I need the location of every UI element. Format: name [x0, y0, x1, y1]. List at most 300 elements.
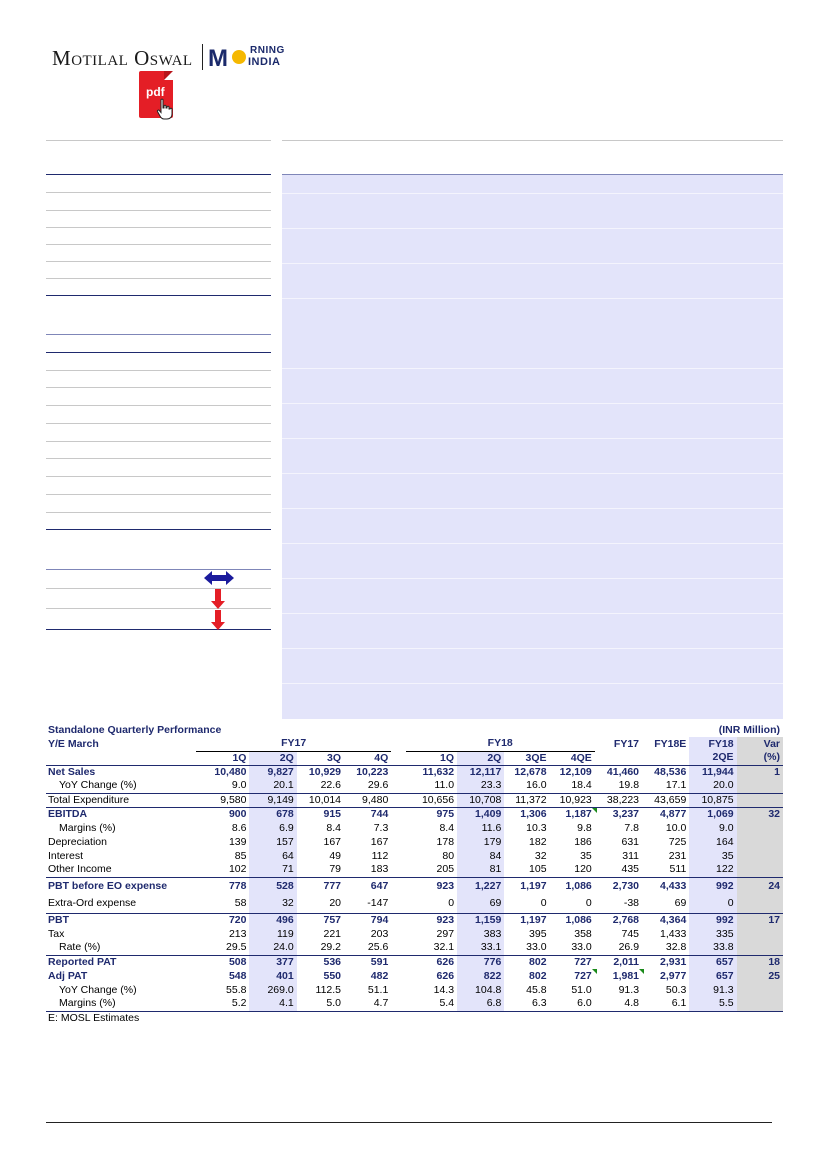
- table-cell: 7.8: [624, 821, 640, 834]
- left-rule: [46, 423, 271, 424]
- spacer-cell: [391, 895, 405, 913]
- table-cell: 631: [621, 835, 640, 848]
- table-cell: 12,678: [514, 765, 547, 778]
- table-cell: 69: [457, 895, 504, 913]
- table-cell: 1,187: [550, 807, 595, 821]
- panel-rule: [282, 648, 783, 649]
- table-cell: [737, 849, 783, 863]
- table-cell: 992: [689, 877, 736, 895]
- panel-rule: [282, 578, 783, 579]
- hand-pointer-icon: [156, 98, 174, 120]
- row-label: EBITDA: [48, 807, 88, 820]
- table-cell: 186: [574, 835, 592, 848]
- left-rule: [46, 387, 271, 388]
- table-cell: [737, 779, 783, 793]
- table-cell: 9.8: [577, 821, 592, 834]
- table-cell: 4,364: [660, 913, 687, 926]
- col-var-bottom: (%): [737, 751, 783, 765]
- table-cell: 647: [370, 879, 389, 892]
- double-arrow-horizontal-icon: [204, 570, 234, 586]
- table-cell: 11,944: [689, 765, 736, 779]
- row-label: Rate (%): [46, 941, 196, 955]
- morning-logo-rning: RNING: [250, 45, 285, 56]
- table-cell: 102: [196, 863, 249, 877]
- table-cell: 6.1: [642, 997, 689, 1011]
- table-cell: 496: [249, 913, 296, 927]
- table-cell: 9.0: [196, 779, 249, 793]
- quarter-label: 3QE: [504, 751, 549, 765]
- table-cell: 183: [344, 863, 391, 877]
- table-row: [46, 779, 783, 793]
- table-cell: 335: [689, 927, 736, 941]
- left-rule: [46, 174, 271, 175]
- table-title: Standalone Quarterly Performance: [48, 723, 222, 736]
- table-cell: 91.3: [618, 983, 640, 996]
- table-cell: 1,306: [520, 807, 547, 820]
- row-label: PBT: [48, 913, 69, 926]
- quarter-label: 1Q: [406, 751, 457, 765]
- spacer-cell: [391, 913, 405, 927]
- table-cell: 231: [668, 849, 687, 862]
- table-cell: 18: [737, 955, 783, 969]
- table-cell: 725: [668, 835, 687, 848]
- table-cell: 1,981: [595, 969, 642, 983]
- table-row: [46, 997, 783, 1011]
- table-cell: 727: [574, 955, 592, 968]
- table-cell: 2,931: [660, 955, 687, 968]
- table-cell: 9,580: [196, 793, 249, 807]
- table-cell: 23.3: [457, 779, 504, 793]
- table-cell: 4.1: [249, 997, 296, 1011]
- table-cell: 10,875: [689, 793, 736, 807]
- left-rule: [46, 278, 271, 279]
- content-panel: [282, 174, 783, 719]
- standalone-quarterly-table: [46, 723, 783, 1025]
- panel-rule: [282, 508, 783, 509]
- table-cell: 32: [737, 807, 783, 821]
- left-rule: [46, 295, 271, 296]
- table-cell: 167: [370, 835, 389, 848]
- spacer-cell: [391, 807, 405, 821]
- table-cell: 48,536: [654, 765, 687, 778]
- panel-rule: [282, 368, 783, 369]
- left-rule: [46, 334, 271, 335]
- table-cell: 10,656: [406, 793, 457, 807]
- table-header-row: [46, 737, 783, 751]
- table-cell: 508: [228, 955, 247, 968]
- quarter-label: 2Q: [249, 751, 296, 765]
- quarter-label: 2Q: [457, 751, 504, 765]
- panel-rule: [282, 403, 783, 404]
- table-cell: 105: [504, 863, 549, 877]
- table-cell: 1,197: [520, 879, 547, 892]
- table-unit: (INR Million): [718, 723, 780, 736]
- table-cell: 17.1: [642, 779, 689, 793]
- left-rule: [46, 569, 271, 570]
- table-cell: 395: [529, 927, 547, 940]
- table-cell: 33.0: [550, 941, 595, 955]
- table-cell: 14.3: [433, 983, 455, 996]
- spacer-cell: [391, 983, 405, 997]
- table-cell: 10.3: [526, 821, 547, 834]
- table-cell: 0: [689, 895, 736, 913]
- left-rule: [46, 608, 271, 609]
- brand-initial-m: M: [52, 46, 72, 70]
- table-row: [46, 807, 783, 821]
- table-cell: 10,480: [214, 765, 247, 778]
- table-cell: 50.3: [665, 983, 687, 996]
- table-cell: 776: [457, 955, 504, 969]
- table-cell: 10,708: [457, 793, 504, 807]
- table-cell: 20: [297, 895, 344, 913]
- row-label: Margins (%): [59, 821, 116, 834]
- spacer-cell: [391, 821, 405, 835]
- table-cell: 5.0: [297, 997, 344, 1011]
- left-rule: [46, 441, 271, 442]
- table-cell: 1,409: [457, 807, 504, 821]
- spacer-cell: [391, 927, 405, 941]
- footer-rule: [46, 1122, 772, 1123]
- table-cell: 10,223: [356, 765, 389, 778]
- table-cell: 19.8: [595, 779, 642, 793]
- table-row: [46, 983, 783, 997]
- table-cell: 32.8: [642, 941, 689, 955]
- table-cell: 112.5: [315, 983, 342, 996]
- left-rule: [46, 476, 271, 477]
- table-cell: 1,086: [565, 913, 592, 926]
- table-cell: 4,433: [660, 879, 687, 892]
- table-cell: 0: [504, 895, 549, 913]
- table-cell: 482: [370, 969, 389, 982]
- left-rule: [46, 588, 271, 589]
- row-label: Tax: [48, 927, 65, 940]
- table-cell: 9,149: [249, 793, 296, 807]
- table-cell: 104.8: [457, 983, 504, 997]
- table-cell: 1,433: [660, 927, 687, 940]
- right-rule: [282, 140, 783, 141]
- table-cell: 112: [371, 849, 389, 862]
- table-cell: 25.6: [344, 941, 391, 955]
- left-rule: [46, 227, 271, 228]
- table-cell: 38,223: [595, 793, 642, 807]
- table-cell: 45.8: [526, 983, 547, 996]
- table-row: [46, 849, 783, 863]
- table-cell: 822: [457, 969, 504, 983]
- table-cell: 51.0: [571, 983, 592, 996]
- table-cell: 80: [442, 849, 455, 862]
- table-cell: 20.1: [249, 779, 296, 793]
- panel-rule: [282, 613, 783, 614]
- table-row: [46, 863, 783, 877]
- table-cell: 6.3: [504, 997, 549, 1011]
- table-cell: 401: [249, 969, 296, 983]
- table-cell: 203: [370, 927, 389, 940]
- pdf-fold: [164, 71, 173, 80]
- table-cell: 85: [234, 849, 247, 862]
- table-cell: [737, 983, 783, 997]
- morning-logo-m: M: [208, 45, 228, 72]
- table-cell: 1,069: [689, 807, 736, 821]
- group-fy17: FY17: [196, 737, 391, 751]
- table-cell: 1,159: [457, 913, 504, 927]
- table-cell: 778: [228, 879, 247, 892]
- quarter-label: 4Q: [344, 751, 391, 765]
- table-cell: 24: [737, 877, 783, 895]
- col-fy17: FY17: [613, 737, 640, 750]
- table-title-row: [46, 723, 783, 737]
- table-cell: 25: [737, 969, 783, 983]
- table-cell: 49: [329, 849, 342, 862]
- table-cell: 511: [642, 863, 689, 877]
- table-cell: 12,117: [457, 765, 504, 779]
- col-fy18e: FY18E: [654, 737, 687, 750]
- table-cell: 22.6: [297, 779, 344, 793]
- table-cell: 11.6: [457, 821, 504, 835]
- table-cell: 657: [689, 969, 736, 983]
- table-cell: 311: [622, 849, 640, 862]
- table-cell: 29.2: [297, 941, 344, 955]
- table-cell: 8.4: [439, 821, 455, 834]
- table-cell: 0: [550, 895, 595, 913]
- table-cell: 4,877: [660, 807, 687, 820]
- table-cell: 678: [249, 807, 296, 821]
- row-label: Total Expenditure: [46, 793, 196, 807]
- table-cell: 1,086: [565, 879, 592, 892]
- table-cell: 1: [737, 765, 783, 779]
- arrow-down-icon: [211, 610, 225, 630]
- table-cell: 84: [457, 849, 504, 863]
- table-cell: 900: [228, 807, 247, 820]
- table-cell: 5.4: [406, 997, 457, 1011]
- table-cell: 69: [642, 895, 689, 913]
- col-var-top: Var: [737, 737, 783, 751]
- panel-rule: [282, 263, 783, 264]
- table-cell: [737, 927, 783, 941]
- table-cell: 2,011: [613, 955, 640, 968]
- table-cell: 122: [689, 863, 736, 877]
- table-cell: 11.0: [406, 779, 457, 793]
- left-rule: [46, 494, 271, 495]
- table-cell: 923: [436, 913, 455, 926]
- table-cell: [737, 997, 783, 1011]
- brand-initial-o: O: [134, 46, 150, 70]
- table-cell: 802: [529, 955, 547, 968]
- table-cell: 213: [228, 927, 247, 940]
- table-cell: 727: [550, 969, 595, 983]
- table-cell: 178: [436, 835, 455, 848]
- table-cell: 2,730: [612, 879, 640, 892]
- table-row: [46, 765, 783, 779]
- table-row: [46, 877, 783, 895]
- table-cell: 9.0: [689, 821, 736, 835]
- left-rule: [46, 210, 271, 211]
- row-label: Margins (%): [46, 997, 196, 1011]
- table-row: [46, 793, 783, 807]
- logo-separator: [202, 44, 203, 70]
- motilal-oswal-logo: [52, 46, 193, 71]
- table-cell: 29.6: [344, 779, 391, 793]
- table-cell: 1,227: [457, 877, 504, 895]
- panel-rule: [282, 298, 783, 299]
- table-cell: 777: [323, 879, 342, 892]
- table-cell: 12,109: [559, 765, 592, 778]
- table-cell: 16.0: [504, 779, 549, 793]
- table-cell: 297: [436, 927, 455, 940]
- table-cell: 119: [249, 927, 296, 941]
- table-cell: 548: [228, 969, 247, 982]
- spacer-cell: [391, 941, 405, 955]
- panel-rule: [282, 228, 783, 229]
- table-cell: 4.8: [595, 997, 642, 1011]
- table-cell: 32.1: [406, 941, 457, 955]
- table-cell: [737, 793, 783, 807]
- spacer-cell: [391, 849, 405, 863]
- table-cell: 358: [574, 927, 592, 940]
- table-cell: 205: [406, 863, 457, 877]
- table-cell: 626: [436, 969, 455, 982]
- row-label: Other Income: [46, 863, 196, 877]
- spacer-cell: [391, 835, 405, 849]
- table-cell: 182: [529, 835, 547, 848]
- arrow-down-icon: [211, 589, 225, 609]
- table-cell: -147: [344, 895, 391, 913]
- quarter-label: 4QE: [550, 751, 595, 765]
- table-cell: 41,460: [606, 765, 640, 778]
- table-cell: 794: [370, 913, 389, 926]
- table-cell: 591: [370, 955, 389, 968]
- table-cell: 35: [689, 849, 736, 863]
- table-cell: [737, 863, 783, 877]
- table-row: [46, 969, 783, 983]
- table-cell: 91.3: [689, 983, 736, 997]
- table-cell: 2,977: [660, 969, 687, 982]
- left-rule: [46, 405, 271, 406]
- table-row: [46, 913, 783, 927]
- morning-logo-india: INDIA: [248, 56, 281, 68]
- table-cell: 802: [529, 969, 547, 982]
- left-rule: [46, 140, 271, 141]
- table-cell: 3,237: [612, 807, 640, 820]
- table-cell: 26.9: [595, 941, 642, 955]
- row-label: Adj PAT: [48, 969, 88, 982]
- table-cell: 1,197: [520, 913, 547, 926]
- quarter-label: 3Q: [297, 751, 344, 765]
- table-row: [46, 927, 783, 941]
- table-cell: 157: [249, 835, 296, 849]
- row-label: Interest: [48, 849, 84, 862]
- table-cell: 35: [580, 849, 592, 862]
- table-cell: 32: [534, 849, 547, 862]
- table-cell: 33.8: [689, 941, 736, 955]
- table-cell: -38: [595, 895, 642, 913]
- panel-rule: [282, 473, 783, 474]
- table-cell: 10.0: [665, 821, 687, 834]
- panel-rule: [282, 683, 783, 684]
- table-body: [46, 765, 783, 1011]
- table-cell: 79: [297, 863, 344, 877]
- col-fy18-bottom: 2QE: [689, 751, 736, 765]
- table-cell: 435: [595, 863, 642, 877]
- left-rule: [46, 192, 271, 193]
- table-row: [46, 835, 783, 849]
- spacer-cell: [391, 779, 405, 793]
- row-label: Net Sales: [48, 765, 96, 778]
- row-label: Extra-Ord expense: [46, 895, 196, 913]
- spacer-cell: [391, 765, 405, 779]
- table-cell: 6.0: [550, 997, 595, 1011]
- spacer-cell: [391, 793, 405, 807]
- table-cell: 18.4: [550, 779, 595, 793]
- ye-march-label: Y/E March: [48, 737, 99, 750]
- left-rule: [46, 512, 271, 513]
- table-cell: 2,768: [612, 913, 640, 926]
- table-cell: 6.8: [457, 997, 504, 1011]
- spacer-cell: [391, 955, 405, 969]
- group-fy18: FY18: [406, 737, 595, 751]
- table-cell: 20.0: [689, 779, 736, 793]
- table-quarter-row: [46, 751, 783, 765]
- table-cell: 7.3: [373, 821, 389, 834]
- table-cell: 626: [436, 955, 455, 968]
- brand-word-oswal: SWAL: [149, 53, 193, 69]
- table-cell: 33.0: [504, 941, 549, 955]
- table-footnote: E: MOSL Estimates: [48, 1011, 140, 1024]
- table-cell: 8.4: [326, 821, 342, 834]
- table-footnote-row: [46, 1011, 783, 1025]
- table-cell: 10,929: [308, 765, 342, 778]
- panel-rule: [282, 193, 783, 194]
- spacer-cell: [391, 877, 405, 895]
- table-cell: 6.9: [249, 821, 296, 835]
- table-cell: 139: [228, 835, 247, 848]
- table-cell: 164: [689, 835, 736, 849]
- table-cell: 71: [249, 863, 296, 877]
- left-rule: [46, 629, 271, 630]
- table-row: [46, 955, 783, 969]
- row-label: Reported PAT: [48, 955, 117, 968]
- table-cell: 4.7: [344, 997, 391, 1011]
- row-label: Depreciation: [48, 835, 107, 848]
- table-cell: 657: [689, 955, 736, 969]
- table-cell: 32: [249, 895, 296, 913]
- row-label: PBT before EO expense: [48, 879, 168, 892]
- table-cell: 9,480: [344, 793, 391, 807]
- row-label: YoY Change (%): [59, 983, 137, 996]
- table-cell: [737, 941, 783, 955]
- col-fy18-top: FY18: [689, 737, 736, 751]
- left-rule: [46, 529, 271, 530]
- table-cell: 24.0: [249, 941, 296, 955]
- panel-rule: [282, 543, 783, 544]
- table-cell: 10,014: [297, 793, 344, 807]
- table-cell: 9,827: [249, 765, 296, 779]
- table-cell: 11,632: [422, 765, 455, 778]
- table-cell: 33.1: [457, 941, 504, 955]
- left-rule: [46, 244, 271, 245]
- table-cell: 179: [457, 835, 504, 849]
- table-cell: 81: [457, 863, 504, 877]
- table-cell: 221: [323, 927, 342, 940]
- table-cell: 0: [406, 895, 457, 913]
- table-cell: 10,923: [550, 793, 595, 807]
- table-row: [46, 895, 783, 913]
- table-cell: 720: [228, 913, 247, 926]
- table-cell: 5.2: [196, 997, 249, 1011]
- table-cell: 550: [323, 969, 342, 982]
- table-cell: 64: [249, 849, 296, 863]
- left-rule: [46, 352, 271, 353]
- table-cell: 528: [249, 877, 296, 895]
